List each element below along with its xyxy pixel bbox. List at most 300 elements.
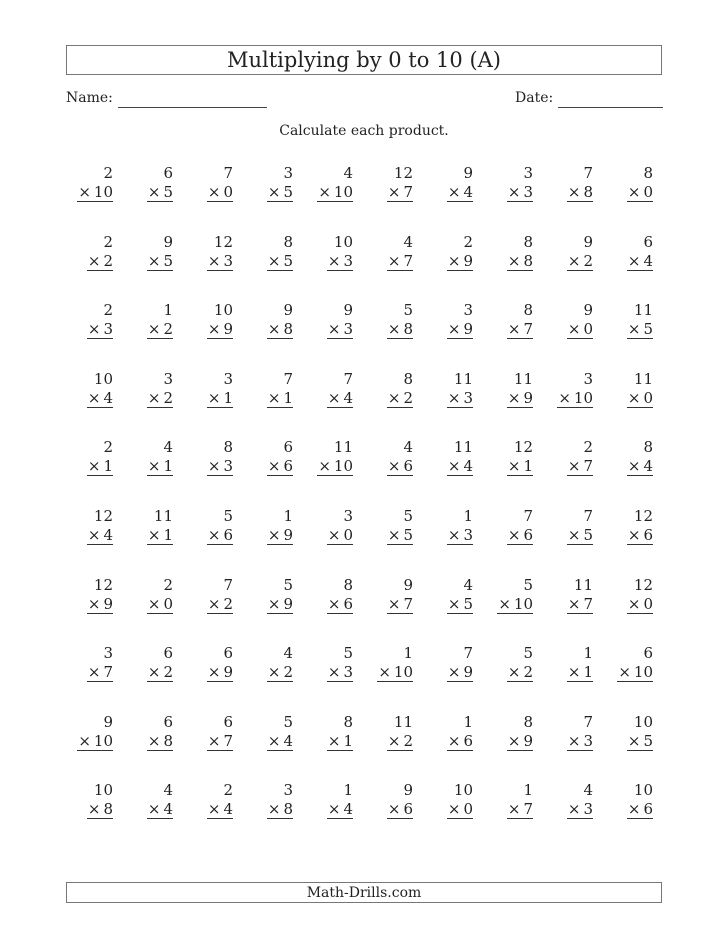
times-sign: × <box>267 320 281 339</box>
multiplier-line <box>627 595 653 614</box>
multiplication-problem <box>123 507 183 576</box>
times-sign: × <box>507 251 521 270</box>
multiplier: 9 <box>283 525 293 544</box>
multiplicand: 9 <box>403 781 413 800</box>
times-sign: × <box>387 731 401 750</box>
multiplication-problem <box>543 781 603 850</box>
multiplier: 7 <box>523 800 533 819</box>
multiplicand: 12 <box>633 575 653 594</box>
multiplier-line <box>317 457 353 476</box>
multiplicand: 8 <box>403 369 413 388</box>
multiplicand: 10 <box>633 712 653 731</box>
times-sign: × <box>327 731 341 750</box>
multiplication-problem <box>123 370 183 439</box>
multiplier-line <box>327 663 353 682</box>
multiplier: 6 <box>403 800 413 819</box>
multiplier-line <box>377 663 413 682</box>
multiplication-problem <box>543 644 603 713</box>
multiplication-problem <box>183 438 243 507</box>
multiplier-line <box>567 595 593 614</box>
times-sign: × <box>507 320 521 339</box>
multiplier-line <box>567 526 593 545</box>
times-sign: × <box>447 594 461 613</box>
multiplier: 3 <box>583 731 593 750</box>
multiplier: 9 <box>523 731 533 750</box>
multiplier: 9 <box>463 251 473 270</box>
multiplicand: 11 <box>453 369 473 388</box>
multiplication-problem <box>363 438 423 507</box>
multiplication-problem <box>303 644 363 713</box>
multiplication-problem <box>483 301 543 370</box>
problem-row <box>63 164 663 233</box>
times-sign: × <box>387 594 401 613</box>
multiplicand: 9 <box>343 301 353 320</box>
multiplicand: 10 <box>213 301 233 320</box>
multiplicand: 5 <box>403 506 413 525</box>
multiplicand: 6 <box>163 712 173 731</box>
date-blank-line[interactable] <box>558 107 663 108</box>
multiplier: 4 <box>283 731 293 750</box>
multiplier-line <box>387 732 413 751</box>
times-sign: × <box>627 183 641 201</box>
multiplicand: 2 <box>583 438 593 457</box>
multiplicand: 3 <box>103 644 113 663</box>
multiplier-line <box>387 252 413 271</box>
times-sign: × <box>327 251 341 270</box>
multiplier: 6 <box>643 800 653 819</box>
multiplier: 4 <box>643 457 653 476</box>
multiplication-problem <box>303 576 363 645</box>
times-sign: × <box>207 251 221 270</box>
multiplicand: 5 <box>523 644 533 663</box>
multiplier-line <box>567 252 593 271</box>
multiplicand: 10 <box>93 369 113 388</box>
multiplicand: 1 <box>463 712 473 731</box>
multiplier: 4 <box>463 457 473 476</box>
multiplication-problem <box>303 370 363 439</box>
multiplicand: 1 <box>163 301 173 320</box>
times-sign: × <box>207 388 221 407</box>
times-sign: × <box>567 525 581 544</box>
multiplier: 1 <box>343 731 353 750</box>
multiplication-problem <box>483 233 543 302</box>
multiplier: 4 <box>103 525 113 544</box>
multiplicand: 4 <box>343 164 353 182</box>
multiplicand: 10 <box>93 781 113 800</box>
multiplier-line <box>267 389 293 408</box>
multiplier-line <box>77 732 113 751</box>
multiplier: 5 <box>283 251 293 270</box>
multiplier-line <box>267 800 293 819</box>
multiplication-problem <box>363 164 423 233</box>
multiplicand: 3 <box>343 506 353 525</box>
multiplication-problem <box>243 507 303 576</box>
times-sign: × <box>447 663 461 682</box>
multiplier-line <box>507 526 533 545</box>
multiplicand: 9 <box>583 301 593 320</box>
problem-row <box>63 370 663 439</box>
multiplicand: 10 <box>453 781 473 800</box>
multiplicand: 4 <box>163 781 173 800</box>
multiplication-problem <box>423 370 483 439</box>
multiplier-line <box>207 732 233 751</box>
multiplier-line <box>447 526 473 545</box>
problem-row <box>63 713 663 782</box>
times-sign: × <box>327 320 341 339</box>
multiplicand: 1 <box>403 644 413 663</box>
multiplier-line <box>207 389 233 408</box>
multiplicand: 10 <box>633 781 653 800</box>
times-sign: × <box>447 388 461 407</box>
multiplier-line <box>447 595 473 614</box>
multiplication-problem <box>183 507 243 576</box>
multiplicand: 11 <box>453 438 473 457</box>
multiplier-line <box>207 457 233 476</box>
multiplier: 4 <box>103 388 113 407</box>
multiplicand: 11 <box>633 369 653 388</box>
multiplication-problem <box>423 233 483 302</box>
multiplier-line <box>447 663 473 682</box>
times-sign: × <box>378 663 391 682</box>
times-sign: × <box>267 251 281 270</box>
multiplication-problem <box>543 576 603 645</box>
times-sign: × <box>207 663 221 682</box>
multiplier: 6 <box>523 525 533 544</box>
times-sign: × <box>327 388 341 407</box>
multiplier-line <box>627 389 653 408</box>
multiplier: 9 <box>223 663 233 682</box>
multiplier: 10 <box>633 663 653 682</box>
multiplier: 3 <box>583 800 593 819</box>
times-sign: × <box>447 800 461 819</box>
multiplicand: 8 <box>523 301 533 320</box>
multiplication-problem <box>423 644 483 713</box>
multiplication-problem <box>63 301 123 370</box>
worksheet-title: Multiplying by 0 to 10 (A) <box>66 45 662 75</box>
multiplication-problem <box>483 370 543 439</box>
multiplication-problem <box>603 781 663 850</box>
multiplier: 4 <box>223 800 233 819</box>
multiplier-line <box>507 732 533 751</box>
multiplier: 0 <box>223 183 233 201</box>
multiplication-problem <box>303 233 363 302</box>
multiplication-problem <box>303 438 363 507</box>
multiplier: 1 <box>583 663 593 682</box>
times-sign: × <box>147 594 161 613</box>
multiplicand: 2 <box>103 438 113 457</box>
multiplier-line <box>207 526 233 545</box>
multiplication-problem <box>303 164 363 233</box>
multiplication-problem <box>123 164 183 233</box>
multiplier: 7 <box>403 183 413 201</box>
multiplication-problem <box>183 644 243 713</box>
multiplier: 3 <box>343 663 353 682</box>
multiplier-line <box>507 320 533 339</box>
multiplier-line <box>387 800 413 819</box>
multiplier-line <box>507 663 533 682</box>
times-sign: × <box>87 320 101 339</box>
problem-row <box>63 301 663 370</box>
multiplier-line <box>207 663 233 682</box>
times-sign: × <box>498 594 511 613</box>
times-sign: × <box>327 525 341 544</box>
times-sign: × <box>567 663 581 682</box>
multiplier-line <box>627 320 653 339</box>
multiplier-line <box>567 183 593 202</box>
multiplier: 2 <box>223 594 233 613</box>
times-sign: × <box>147 251 161 270</box>
multiplier: 2 <box>163 320 173 339</box>
multiplication-problem <box>603 301 663 370</box>
multiplication-problem <box>183 713 243 782</box>
multiplicand: 7 <box>283 369 293 388</box>
multiplier-line <box>507 252 533 271</box>
multiplicand: 7 <box>523 506 533 525</box>
multiplier: 5 <box>463 594 473 613</box>
multiplier-line <box>87 320 113 339</box>
multiplier-line <box>147 663 173 682</box>
multiplier-line <box>507 389 533 408</box>
multiplier-line <box>327 732 353 751</box>
multiplier: 6 <box>643 525 653 544</box>
multiplier: 1 <box>283 388 293 407</box>
multiplier-line <box>77 183 113 202</box>
multiplier-line <box>567 732 593 751</box>
multiplication-problem <box>123 233 183 302</box>
multiplier-line <box>87 389 113 408</box>
multiplier: 7 <box>223 731 233 750</box>
multiplier: 3 <box>463 388 473 407</box>
times-sign: × <box>387 251 401 270</box>
times-sign: × <box>387 800 401 819</box>
multiplier: 2 <box>583 251 593 270</box>
multiplier: 3 <box>343 320 353 339</box>
multiplication-problem <box>303 713 363 782</box>
multiplication-problem <box>123 713 183 782</box>
multiplication-problem <box>363 507 423 576</box>
times-sign: × <box>267 663 281 682</box>
multiplier-line <box>507 800 533 819</box>
times-sign: × <box>87 388 101 407</box>
multiplier-line <box>147 595 173 614</box>
times-sign: × <box>627 251 641 270</box>
multiplier-line <box>207 800 233 819</box>
multiplication-problem <box>123 576 183 645</box>
multiplier-line <box>327 526 353 545</box>
times-sign: × <box>147 183 161 201</box>
multiplier: 4 <box>343 800 353 819</box>
multiplication-problem <box>243 576 303 645</box>
multiplicand: 4 <box>283 644 293 663</box>
multiplier-line <box>147 800 173 819</box>
multiplicand: 8 <box>643 438 653 457</box>
multiplier-line <box>207 183 233 202</box>
multiplication-problem <box>183 301 243 370</box>
multiplicand: 8 <box>643 164 653 182</box>
times-sign: × <box>147 320 161 339</box>
multiplicand: 6 <box>283 438 293 457</box>
multiplier: 9 <box>523 388 533 407</box>
multiplicand: 8 <box>523 712 533 731</box>
multiplier: 0 <box>643 388 653 407</box>
multiplication-problem <box>363 233 423 302</box>
multiplication-problem <box>543 301 603 370</box>
multiplier: 3 <box>523 183 533 201</box>
multiplier: 5 <box>403 525 413 544</box>
multiplicand: 7 <box>223 164 233 182</box>
multiplier: 4 <box>163 800 173 819</box>
multiplication-problem <box>123 438 183 507</box>
multiplier-line <box>447 389 473 408</box>
multiplication-problem <box>63 713 123 782</box>
problem-row <box>63 233 663 302</box>
multiplicand: 7 <box>583 712 593 731</box>
multiplier: 10 <box>333 183 353 201</box>
multiplication-problem <box>183 164 243 233</box>
multiplication-problem <box>363 781 423 850</box>
times-sign: × <box>207 731 221 750</box>
times-sign: × <box>267 183 281 201</box>
multiplicand: 12 <box>513 438 533 457</box>
multiplier: 1 <box>223 388 233 407</box>
times-sign: × <box>87 457 101 476</box>
multiplicand: 7 <box>223 575 233 594</box>
problem-row <box>63 644 663 713</box>
times-sign: × <box>387 457 401 476</box>
multiplier-line <box>147 457 173 476</box>
multiplicand: 10 <box>333 232 353 251</box>
multiplication-problem <box>63 576 123 645</box>
multiplier: 7 <box>583 594 593 613</box>
multiplication-problem <box>363 713 423 782</box>
multiplicand: 9 <box>283 301 293 320</box>
multiplication-problem <box>183 576 243 645</box>
multiplicand: 2 <box>103 164 113 182</box>
multiplier-line <box>267 252 293 271</box>
multiplicand: 2 <box>103 301 113 320</box>
multiplier: 8 <box>283 800 293 819</box>
multiplicand: 12 <box>393 164 413 182</box>
multiplier: 8 <box>583 183 593 201</box>
times-sign: × <box>567 457 581 476</box>
multiplier-line <box>267 732 293 751</box>
multiplication-problem <box>423 438 483 507</box>
multiplication-problem <box>543 713 603 782</box>
multiplicand: 11 <box>153 506 173 525</box>
multiplicand: 7 <box>463 644 473 663</box>
multiplicand: 3 <box>163 369 173 388</box>
name-blank-line[interactable] <box>118 107 267 108</box>
times-sign: × <box>507 800 521 819</box>
multiplicand: 9 <box>103 712 113 731</box>
multiplier-line <box>87 526 113 545</box>
multiplicand: 6 <box>163 644 173 663</box>
times-sign: × <box>627 800 641 819</box>
times-sign: × <box>567 800 581 819</box>
multiplication-problem <box>363 301 423 370</box>
multiplier: 9 <box>463 320 473 339</box>
multiplier-line <box>267 320 293 339</box>
times-sign: × <box>207 183 221 201</box>
multiplication-problem <box>183 370 243 439</box>
multiplicand: 3 <box>283 164 293 182</box>
multiplicand: 3 <box>583 369 593 388</box>
times-sign: × <box>507 731 521 750</box>
multiplication-problem <box>483 507 543 576</box>
times-sign: × <box>387 183 401 201</box>
multiplication-problem <box>543 438 603 507</box>
multiplication-problem <box>483 164 543 233</box>
multiplicand: 7 <box>343 369 353 388</box>
multiplication-problem <box>543 233 603 302</box>
multiplication-problem <box>603 370 663 439</box>
times-sign: × <box>207 800 221 819</box>
multiplier: 3 <box>103 320 113 339</box>
multiplicand: 5 <box>523 575 533 594</box>
times-sign: × <box>387 320 401 339</box>
multiplication-problem <box>363 644 423 713</box>
multiplier-line <box>327 389 353 408</box>
multiplicand: 8 <box>343 712 353 731</box>
multiplier-line <box>327 252 353 271</box>
problem-row <box>63 507 663 576</box>
multiplier: 8 <box>163 731 173 750</box>
multiplier-line <box>87 800 113 819</box>
multiplication-problem <box>543 507 603 576</box>
multiplier-line <box>147 183 173 202</box>
multiplicand: 11 <box>513 369 533 388</box>
multiplication-problem <box>543 164 603 233</box>
multiplicand: 8 <box>523 232 533 251</box>
multiplier: 0 <box>643 594 653 613</box>
multiplier-line <box>447 183 473 202</box>
times-sign: × <box>87 594 101 613</box>
multiplier-line <box>627 526 653 545</box>
multiplier: 9 <box>463 663 473 682</box>
times-sign: × <box>318 457 331 476</box>
multiplier-line <box>267 663 293 682</box>
multiplier-line <box>147 732 173 751</box>
multiplication-problem <box>183 233 243 302</box>
multiplier-line <box>567 663 593 682</box>
times-sign: × <box>87 251 101 270</box>
times-sign: × <box>78 183 91 201</box>
multiplier: 2 <box>523 663 533 682</box>
multiplication-problem <box>63 781 123 850</box>
footer-credit: Math-Drills.com <box>66 882 662 903</box>
times-sign: × <box>387 525 401 544</box>
multiplicand: 9 <box>163 232 173 251</box>
multiplier-line <box>87 595 113 614</box>
multiplier: 6 <box>223 525 233 544</box>
date-label: Date: <box>515 90 554 106</box>
multiplier-line <box>567 800 593 819</box>
multiplication-problem <box>483 438 543 507</box>
instructions: Calculate each product. <box>279 123 449 139</box>
multiplicand: 6 <box>643 644 653 663</box>
multiplier: 0 <box>463 800 473 819</box>
multiplicand: 4 <box>163 438 173 457</box>
times-sign: × <box>267 525 281 544</box>
multiplication-problem <box>243 713 303 782</box>
multiplier: 3 <box>223 251 233 270</box>
multiplication-problem <box>243 438 303 507</box>
multiplication-problem <box>423 164 483 233</box>
multiplier: 5 <box>643 731 653 750</box>
times-sign: × <box>267 388 281 407</box>
times-sign: × <box>207 457 221 476</box>
multiplication-problem <box>243 164 303 233</box>
